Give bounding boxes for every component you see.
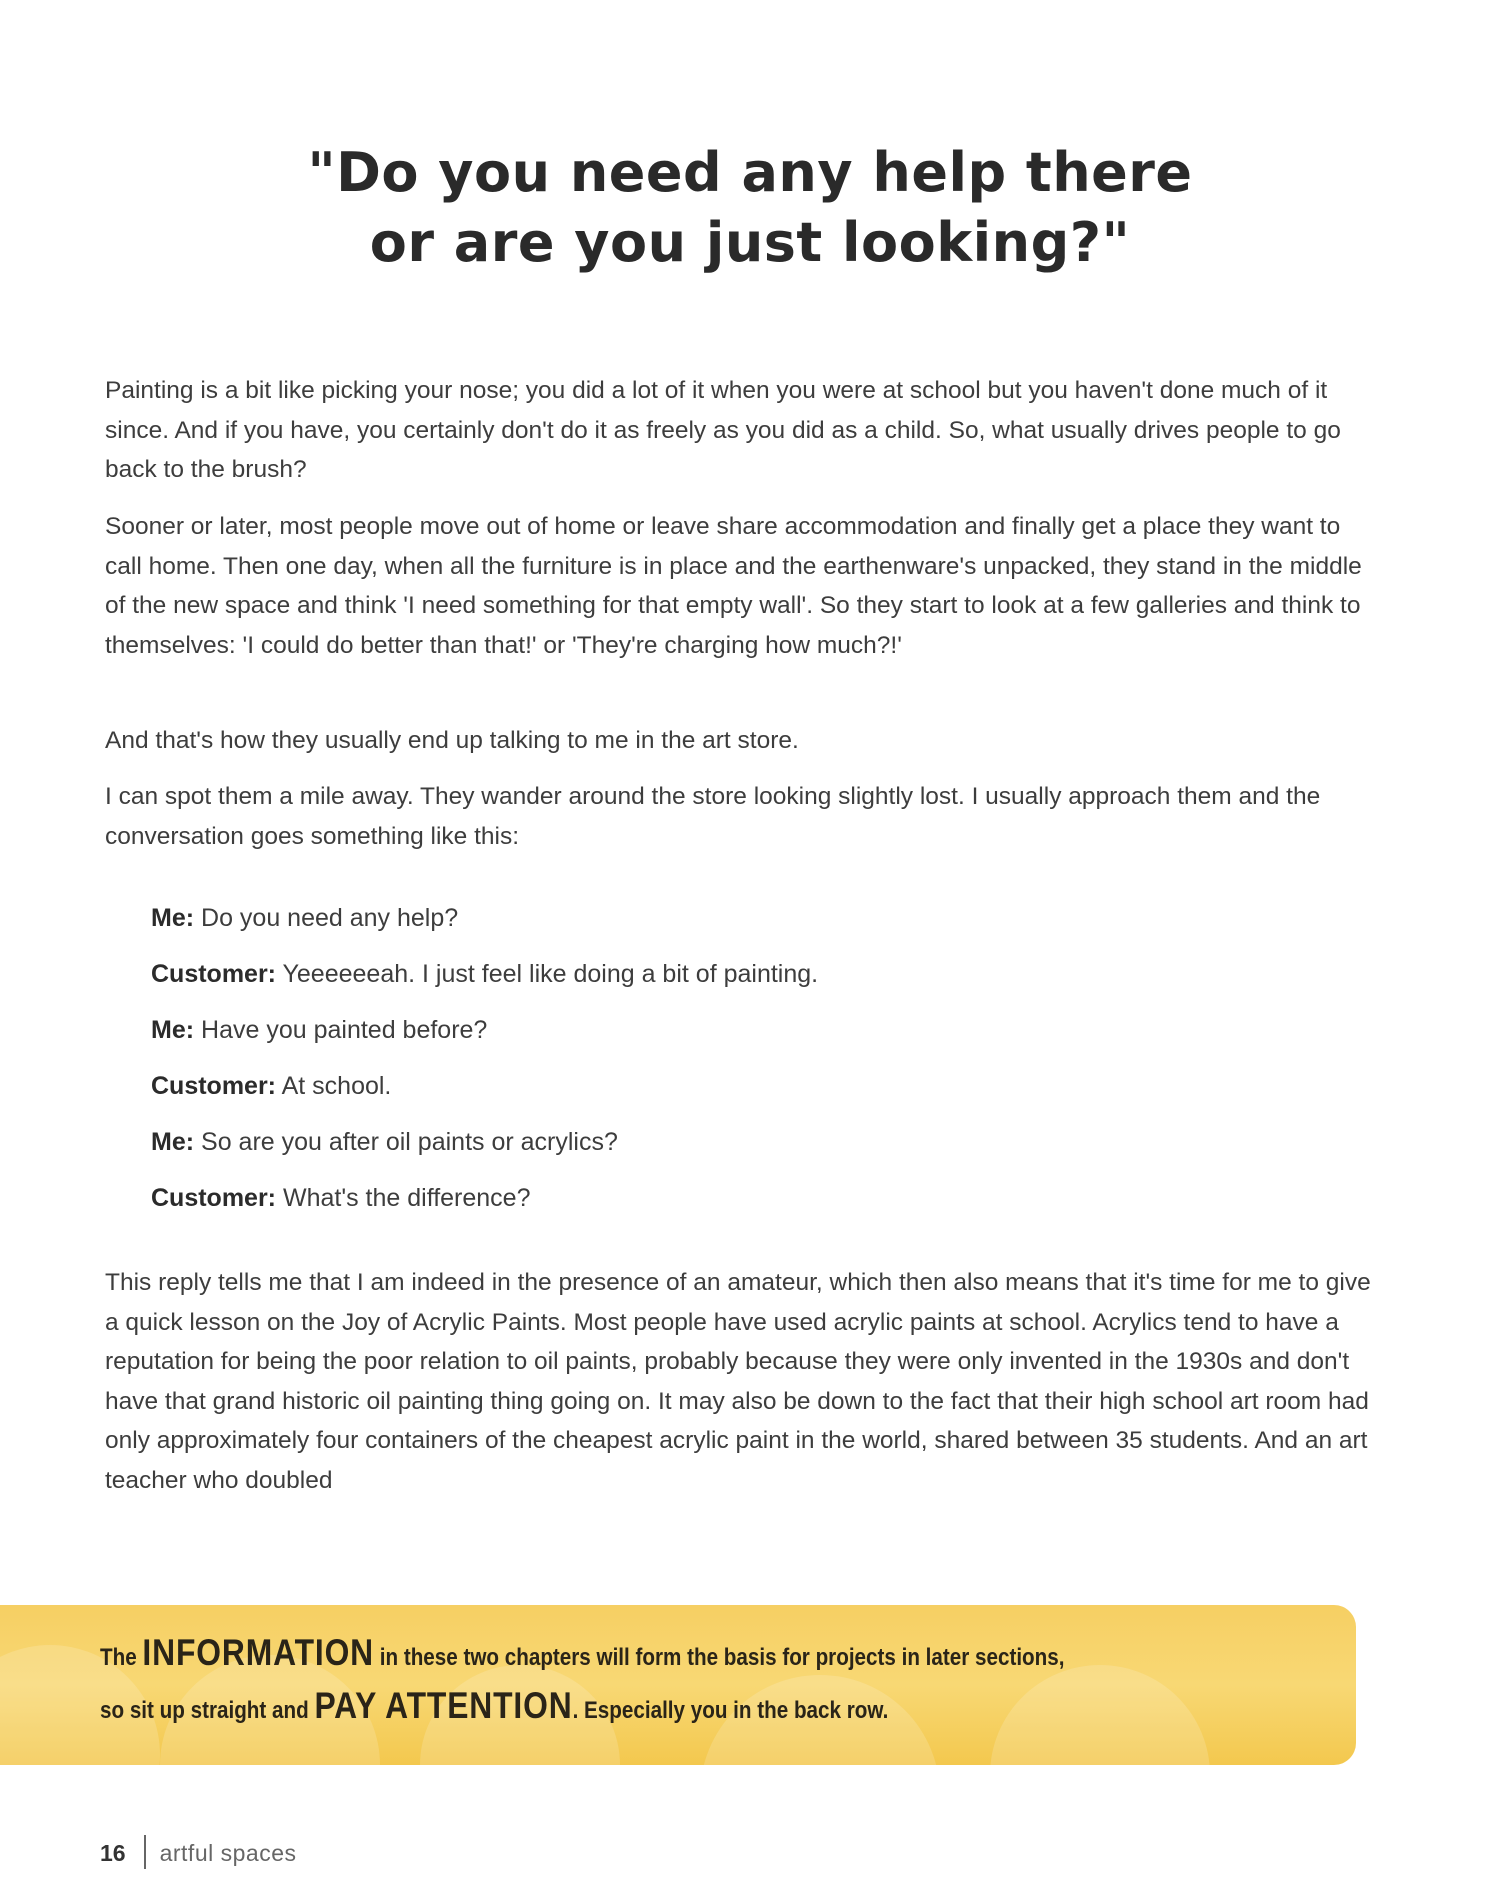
dialogue-text: At school. <box>281 1072 392 1100</box>
speaker: Me: <box>151 1128 195 1156</box>
paragraph-3: And that's how they usually end up talking to me in the art store. <box>105 727 799 754</box>
callout-fragment: in these two chapters will form the basis for projects in later sections, <box>374 1644 1065 1671</box>
dialogue-text: Yeeeeeeah. I just feel like doing a bit of painting. <box>282 960 819 988</box>
paragraph-4: I can spot them a mile away. They wander around the store looking slightly lost. I usually approach them and the conversation goes something like this: <box>105 783 1321 850</box>
section-name: artful spaces <box>159 1840 297 1866</box>
callout-line-2 <box>100 1682 1304 1735</box>
callout-emphasis: PAY ATTENTION <box>314 1685 573 1726</box>
callout-emphasis: INFORMATION <box>142 1632 375 1673</box>
dialogue-line <box>151 1066 1251 1122</box>
callout-fragment: The <box>100 1644 143 1671</box>
dialogue-line <box>151 1178 1251 1234</box>
speaker: Me: <box>151 904 195 932</box>
speaker: Customer: <box>151 960 277 988</box>
callout-fragment: . Especially you in the back row. <box>572 1697 889 1724</box>
dialogue-text: Do you need any help? <box>201 904 459 932</box>
callout-line-1 <box>100 1629 1304 1682</box>
paragraph-5: This reply tells me that I am indeed in the presence of an amateur, which then also means that it's time for me to give a quick lesson on the Joy of Acrylic Paints. Most people have used acrylic paints at school. Acrylics tend to have a reputation for being the poor relation to oil paints, probably because they were only invented in the 1930s and don't have that grand historic oil painting thing going on. It may also be down to the fact that their high school art room had only approximately four containers of the cheapest acrylic paint in the world, shared between 35 students. And an art teacher who doubled <box>105 1269 1371 1494</box>
dialogue-line <box>151 898 1251 954</box>
speaker: Me: <box>151 1016 195 1044</box>
dialogue-line <box>151 1010 1251 1066</box>
paragraph-2: Sooner or later, most people move out of home or leave share accommodation and finally get a place they want to call home. Then one day, when all the furniture is in place and the earthenware's unpacked, they stand in the middle of the new space and think 'I need something for that empty wall'. So they start to look at a few galleries and think to themselves: 'I could do better than that!' or 'They're charging how much?!' <box>105 513 1362 659</box>
dialogue-line <box>151 1122 1251 1178</box>
speaker: Customer: <box>151 1184 277 1212</box>
dialogue-text: What's the difference? <box>282 1184 531 1212</box>
dialogue-line <box>151 954 1251 1010</box>
callout-fragment: so sit up straight and <box>100 1697 315 1724</box>
dialogue-text: So are you after oil paints or acrylics? <box>201 1128 618 1156</box>
page-footer <box>100 1835 297 1869</box>
callout-text <box>100 1629 1304 1735</box>
footer-divider <box>144 1835 146 1869</box>
callout-box <box>0 1605 1356 1765</box>
page-title <box>0 138 1500 278</box>
dialogue-text: Have you painted before? <box>201 1016 488 1044</box>
title-line-1: "Do you need any help there <box>307 141 1193 204</box>
title-line-2: or are you just looking?" <box>369 211 1131 274</box>
dialogue <box>151 898 1251 1234</box>
page-number: 16 <box>100 1840 126 1866</box>
speaker: Customer: <box>151 1072 277 1100</box>
paragraph-1: Painting is a bit like picking your nose; you did a lot of it when you were at school but you haven't done much of it since. And if you have, you certainly don't do it as freely as you did as a child. So, what usually drives people to go back to the brush? <box>105 377 1341 483</box>
